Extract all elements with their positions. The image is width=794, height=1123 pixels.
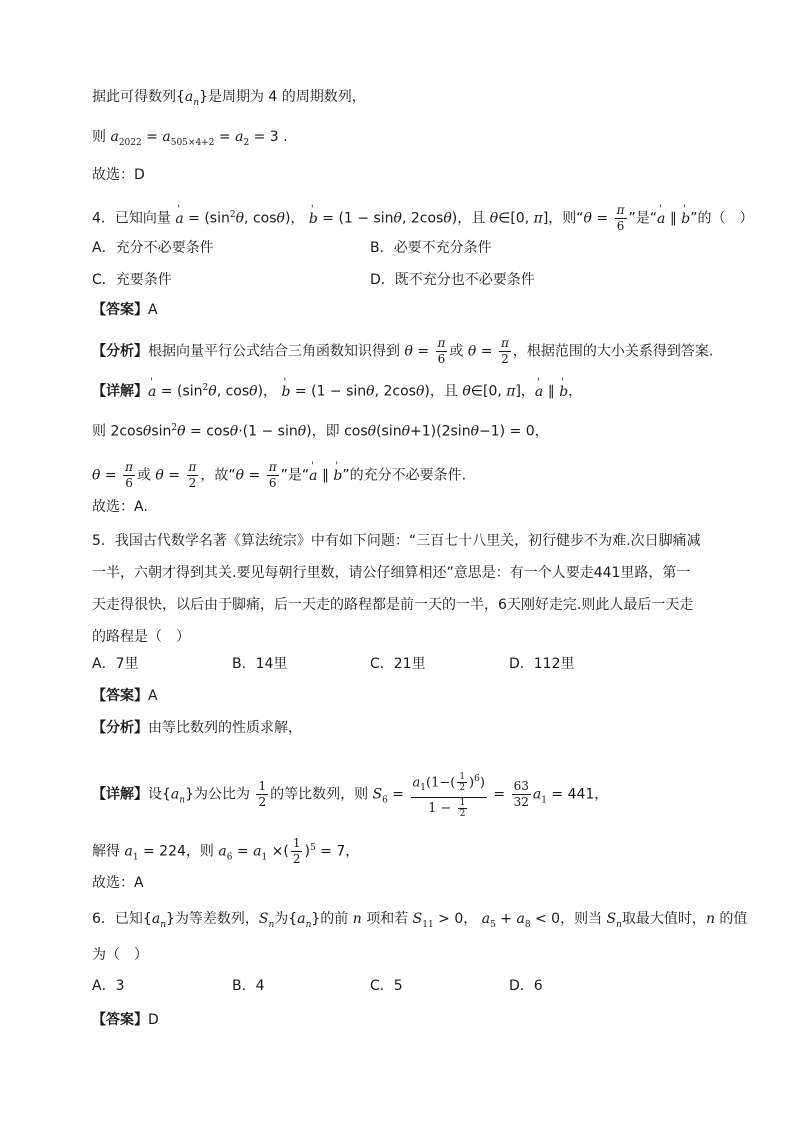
question-5-line-1: 5．我国古代数学名著《算法统宗》中有如下问题：“三百七十八里关，初行健步不为难.次日脚痛减	[92, 533, 701, 549]
question-6-line-1: 6．已知$\{a_n\}$为等差数列，$S_n$为$\{a_n\}$的前 n 项和若 $S_{11} > 0$， $a_5 + a_8 < 0$，则当 $S_n$取最大值时，n 的值	[92, 911, 748, 930]
q4-option-b: B．必要不充分条件	[370, 240, 492, 256]
q5-option-b: B．14里	[232, 656, 288, 672]
question-4: 4．已知向量 ' $a = (\sin^2\theta$, cosθ)， ' b = (1 − sinθ, 2cosθ)，且 θ∈[0, π]，则“θ = $\frac{\pi}{6}$ ”是“' a ∥ ' b”的（ ）	[92, 203, 734, 234]
answer-tag: 【答案】	[92, 302, 148, 318]
q6-option-c: C．5	[370, 978, 403, 994]
q5-end: 故选：A	[92, 875, 144, 891]
detail-tag: 【详解】	[92, 383, 148, 400]
answer-tag: 【答案】	[92, 688, 148, 704]
q4-detail-1: 【详解】' $a = (\sin^2\theta$, cosθ)， ' b = (1 − sinθ, 2cosθ)，且 θ∈[0, π]，' a ∥ ' b，	[92, 378, 734, 402]
question-5-line-4: 的路程是（ ）	[92, 629, 190, 645]
question-6-line-2: 为（ ）	[92, 947, 148, 963]
q4-option-a: A．充分不必要条件	[92, 240, 214, 256]
detail-tag: 【详解】	[92, 786, 148, 803]
question-5-line-2: 一半，六朝才得到其关.要见每朝行里数，请公仔细算相还”意思是：有一个人要走441里路，第一	[92, 565, 691, 581]
q5-answer	[92, 686, 734, 706]
q5-option-d: D．112里	[509, 656, 575, 672]
q4-detail-3: θ = $\frac{\pi}{6}$ 或 θ = $\frac{\pi}{2}$ ，故“θ = $\frac{\pi}{6}$ ”是“' a ∥ ' b”的充分不必要条件.	[92, 460, 734, 491]
answer-value: D	[148, 1012, 159, 1028]
q4-analysis: 【分析】根据向量平行公式结合三角函数知识得到 θ = $\frac{\pi}{6}$ 或 θ = $\frac{\pi}{2}$ ，根据范围的大小关系得到答案.	[92, 336, 714, 366]
q5-option-c: C．21里	[370, 656, 426, 672]
q4-option-c: C．充要条件	[92, 272, 172, 288]
q5-option-a: A．7里	[92, 656, 139, 672]
analysis-tag: 【分析】	[92, 343, 148, 360]
q4-end: 故选：A.	[92, 499, 148, 515]
answer-tag: 【答案】	[92, 1012, 148, 1028]
q5-detail: 【详解】设$\{a_n\}$为公比为 $\frac{1}{2}$ 的等比数列，则 $S_6$ = $a_1(1-$( $\frac{1}{2}$ )$^6$) 1 − $\frac{1}{2}$ = $\frac{63}{32}$ $a_1 = 441$，	[92, 770, 734, 819]
text-line-1: 据此可得数列$\{a_n\}$是周期为 4 的周期数列，	[92, 89, 366, 108]
q6-option-a: A．3	[92, 978, 125, 994]
q6-option-b: B．4	[232, 978, 265, 994]
q4-option-d: D．既不充分也不必要条件	[370, 272, 535, 288]
answer-value: A	[148, 302, 158, 318]
q5-solve: 解得 $a_1 = 224$，则 $a_6 = a_1$ ×( $\frac{1}{2}$ )$^5$ = 7，	[92, 836, 360, 866]
q4-detail-2: 则 2cosθsin$^2$θ = cosθ·(1 − sinθ)，即 cosθ(sinθ+1)(2sinθ−1) = 0，	[92, 423, 549, 440]
analysis-text: 由等比数列的性质求解，	[148, 720, 302, 736]
q5-analysis	[92, 718, 734, 738]
analysis-tag: 【分析】	[92, 720, 148, 736]
answer-value: A	[148, 688, 158, 704]
q6-answer	[92, 1010, 734, 1030]
q6-option-d: D．6	[509, 978, 543, 994]
question-5-line-3: 天走得很快，以后由于脚痛，后一天走的路程都是前一天的一半，6天刚好走完.则此人最后一天走	[92, 597, 694, 613]
text-line-2: 则 $a_{2022} = a_{505\times 4+2} = a_2 = 3$ .	[92, 129, 288, 148]
q4-answer	[92, 300, 734, 320]
choice-line: 故选：D	[92, 167, 145, 183]
